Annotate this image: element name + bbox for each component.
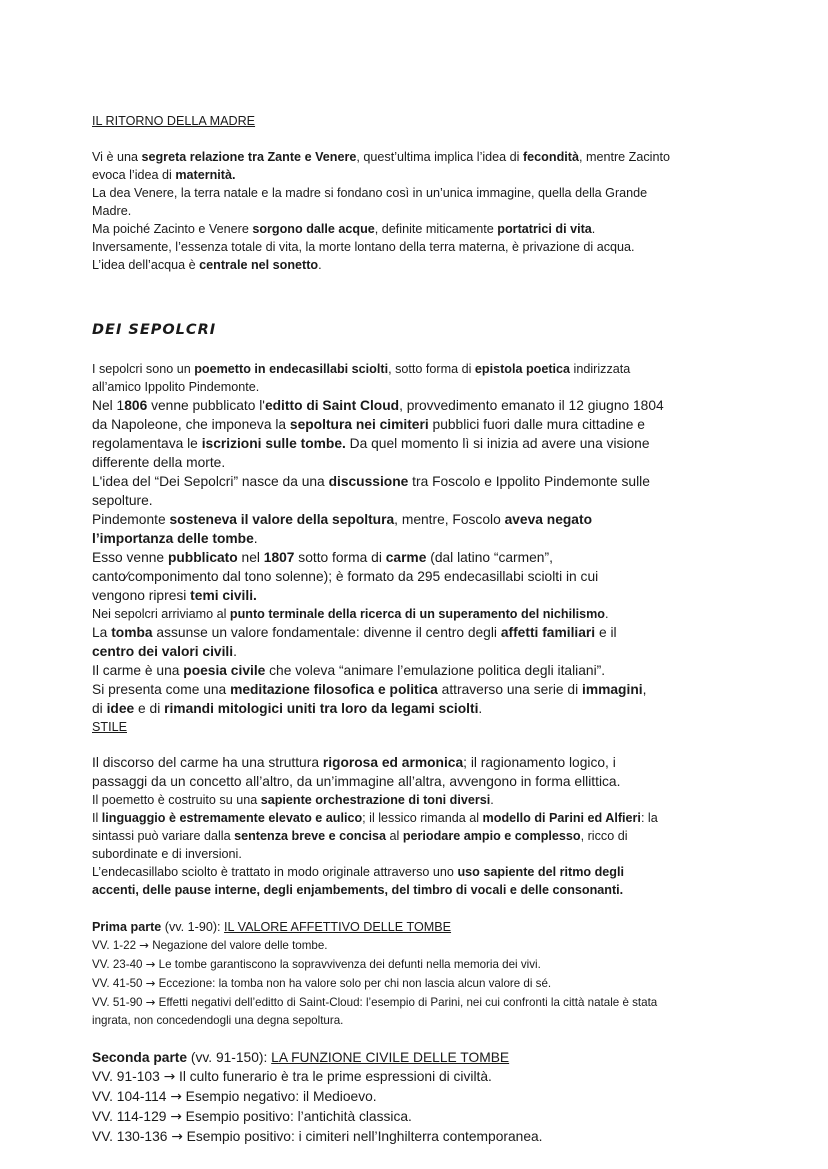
section-seconda-parte: Seconda parte (vv. 91-150): LA FUNZIONE CIVILE DELLE TOMBE VV. 91-103 → Il culto funerario è tra le prime espressioni di civiltà. VV. 104-114 → Esempio negativo: il Medioevo. VV. 114-129 → Esempio positivo: l’antichità classica. VV. 130-136 → Esempio positivo: i cimiteri nell’Inghilterra contemporanea. bbox=[92, 1048, 742, 1147]
list-item: VV. 51-90 → Effetti negativi dell’editto di Saint-Cloud: l’esempio di Parini, nei cui confronti la città natale è stata bbox=[92, 995, 658, 1009]
list-item: VV. 91-103 → Il culto funerario è tra le prime espressioni di civiltà. bbox=[92, 1069, 492, 1085]
arrow-right-icon: → bbox=[139, 938, 149, 952]
list-item: VV. 114-129 → Esempio positivo: l’antichità classica. bbox=[92, 1109, 412, 1125]
arrow-right-icon: → bbox=[170, 1089, 182, 1105]
arrow-right-icon: → bbox=[163, 1069, 176, 1085]
list-item: VV. 130-136 → Esempio positivo: i cimiteri nell’Inghilterra contemporanea. bbox=[92, 1129, 543, 1145]
prima-parte-title: IL VALORE AFFETTIVO DELLE TOMBE bbox=[224, 920, 452, 934]
arrow-right-icon: → bbox=[145, 957, 156, 971]
section-prima-parte: Prima parte (vv. 1-90): IL VALORE AFFETTIVO DELLE TOMBE VV. 1-22 → Negazione del valore delle tombe. VV. 23-40 → Le tombe garantiscono la sopravvivenza dei defunti nella memoria dei vivi. VV. 41-50 → Eccezione: la tomba non ha valore solo per chi non lascia alcun valore di sé. VV. 51-90 → Effetti negativi dell’editto di Saint-Cloud: l’esempio di Parini, nei cui confronti la città natale è stata ingrata, non concedendogli una degna sepoltura. bbox=[92, 918, 742, 1030]
list-item: VV. 41-50 → Eccezione: la tomba non ha valore solo per chi non lascia alcun valore di sé. bbox=[92, 976, 552, 990]
seconda-parte-label: Seconda parte bbox=[92, 1050, 188, 1065]
page-title-dei-sepolcri: DEI SEPOLCRI bbox=[92, 322, 217, 338]
arrow-right-icon: → bbox=[145, 976, 156, 990]
arrow-right-icon: → bbox=[170, 1109, 182, 1125]
prima-parte-label: Prima parte bbox=[92, 920, 162, 934]
arrow-right-icon: → bbox=[171, 1129, 183, 1145]
list-item: VV. 1-22 → Negazione del valore delle tombe. bbox=[92, 938, 328, 952]
section-heading-ritorno-madre: IL RITORNO DELLA MADRE bbox=[92, 114, 256, 128]
paragraph-dei-sepolcri: I sepolcri sono un poemetto in endecasillabi sciolti, sotto forma di epistola poetica indirizzata all’amico Ippolito Pindemonte. Nel 1806 venne pubblicato l'editto di Saint Cloud, provvedimento emanato il 12 giugno 1804 da Napoleone, che imponeva la sepoltura nei cimiteri pubblici fuori dalle mura cittadine e regolamentava le iscrizioni sulle tombe. Da quel momento lì si inizia ad avere una visione differente della morte. L'idea del “Dei Sepolcri” nasce da una discussione tra Foscolo e Ippolito Pindemonte sulle sepolture. Pindemonte sosteneva il valore della sepoltura, mentre, Foscolo aveva negato l’importanza delle tombe. Esso venne pubblicato nel 1807 sotto forma di carme (dal latino “carmen”, canto∕componimento dal tono solenne); è formato da 295 endecasillabi sciolti in cui vengono ripresi temi civili. Nei sepolcri arriviamo al punto terminale della ricerca di un superamento del nichilismo. La tomba assunse un valore fondamentale: divenne il centro degli affetti familiari e il centro dei valori civili. Il carme è una poesia civile che voleva “animare l’emulazione politica degli italiani”. Si presenta come una meditazione filosofica e politica attraverso una serie di immagini, di idee e di rimandi mitologici uniti tra loro da legami sciolti. STILE bbox=[92, 360, 742, 736]
seconda-parte-title: LA FUNZIONE CIVILE DELLE TOMBE bbox=[271, 1050, 510, 1065]
list-item: VV. 104-114 → Esempio negativo: il Medioevo. bbox=[92, 1089, 377, 1105]
paragraph-stile: Il discorso del carme ha una struttura rigorosa ed armonica; il ragionamento logico, i passaggi da un concetto all’altro, da un’immagine all’altra, avvengono in forma ellittica. Il poemetto è costruito su una sapiente orchestrazione di toni diversi. Il linguaggio è estremamente elevato e aulico; il lessico rimanda al modello di Parini ed Alfieri: la sintassi può variare dalla sentenza breve e concisa al periodare ampio e complesso, ricco di subordinate e di inversioni. L’endecasillabo sciolto è trattato in modo originale attraverso uno uso sapiente del ritmo degli accenti, delle pause interne, degli enjambements, del timbro di vocali e delle consonanti. bbox=[92, 755, 658, 897]
arrow-right-icon: → bbox=[145, 995, 156, 1009]
subheading-stile: STILE bbox=[92, 720, 127, 734]
paragraph-ritorno-madre: Vi è una segreta relazione tra Zante e Venere, quest’ultima implica l’idea di fecondità, mentre Zacinto evoca l’idea di maternità. La dea Venere, la terra natale e la madre si fondano così in un’unica immagine, quella della Grande Madre. Ma poiché Zacinto e Venere sorgono dalle acque, definite miticamente portatrici di vita. Inversamente, l’essenza totale di vita, la morte lontano della terra materna, è privazione di acqua. L’idea dell’acqua è centrale nel sonetto. bbox=[92, 150, 670, 272]
list-item: VV. 23-40 → Le tombe garantiscono la sopravvivenza dei defunti nella memoria dei vivi. bbox=[92, 957, 541, 971]
